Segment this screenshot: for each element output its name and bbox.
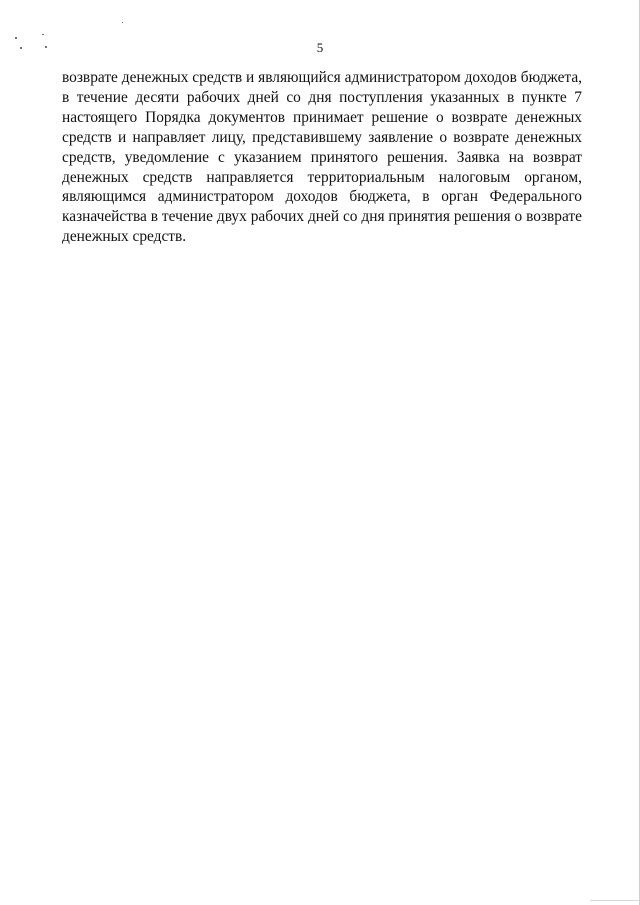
- text-line: казначейства в течение двух рабочих дней со дня принятия решения о возврате: [62, 208, 582, 226]
- body-paragraph: [62, 68, 582, 247]
- text-line: денежных средств.: [62, 228, 187, 246]
- text-line: возврате денежных средств и являющийся администратором доходов бюджета,: [62, 69, 582, 86]
- text-line: средств, уведомление с указанием принятого решения. Заявка на возврат: [62, 148, 582, 166]
- scan-speck: [122, 22, 123, 23]
- text-line: денежных средств направляется территориальным налоговым органом,: [62, 168, 582, 186]
- scan-speck: [15, 37, 17, 39]
- page-number: 5: [316, 40, 324, 55]
- text-line: являющимся администратором доходов бюджета, в орган Федерального: [62, 188, 582, 206]
- text-line: средств и направляет лицу, представившему заявление о возврате денежных: [62, 128, 582, 146]
- scan-edge: [590, 900, 640, 901]
- scan-speck: [42, 34, 44, 35]
- text-line: в течение десяти рабочих дней со дня поступления указанных в пункте 7: [62, 88, 582, 106]
- text-line: настоящего Порядка документов принимает решение о возврате денежных: [62, 108, 582, 126]
